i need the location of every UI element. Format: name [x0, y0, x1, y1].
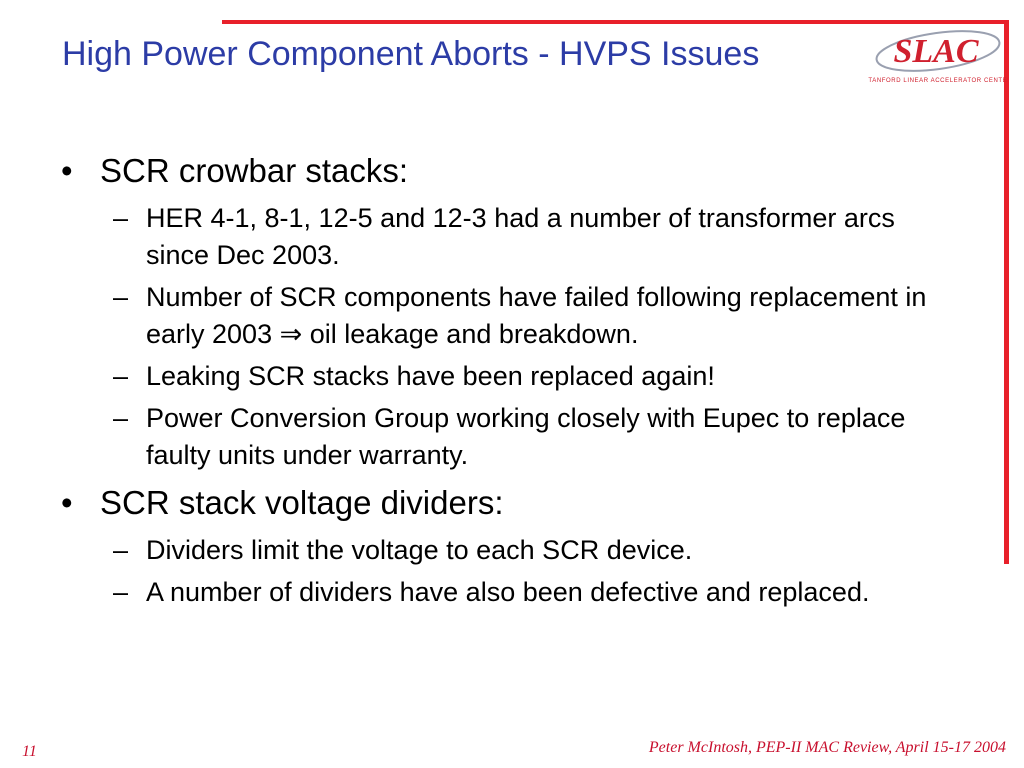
- sub-bullet-item: [60, 532, 960, 569]
- sub-bullet-item: [60, 400, 960, 474]
- slac-logo: [868, 24, 1008, 90]
- dash-glyph: –: [113, 403, 129, 433]
- slide-title: High Power Component Aborts - HVPS Issues: [62, 35, 760, 73]
- sub-bullet-item: [60, 358, 960, 395]
- sub-bullet-item: [60, 200, 960, 274]
- dash-glyph: –: [113, 535, 129, 565]
- dash-glyph: –: [113, 361, 129, 391]
- sub-bullet-item: [60, 279, 960, 353]
- sub-bullet-text: Number of SCR components have failed following replacement in early 2003 ⇒ oil leakage and breakdown.: [146, 282, 927, 349]
- dash-glyph: –: [113, 203, 129, 233]
- sub-bullet-item: [60, 574, 960, 611]
- bullet-glyph: •: [61, 152, 73, 189]
- bullet-glyph: •: [61, 484, 73, 521]
- sub-bullet-text: A number of dividers have also been defective and replaced.: [146, 577, 870, 607]
- footer-caption: Peter McIntosh, PEP-II MAC Review, April 15-17 2004: [648, 739, 1006, 756]
- slide-body: [60, 152, 960, 616]
- page-number: 11: [22, 743, 37, 760]
- bullet-item: [60, 152, 960, 190]
- logo-wordmark: SLAC: [893, 33, 979, 70]
- sub-bullet-text: Power Conversion Group working closely with Eupec to replace faulty units under warranty.: [146, 403, 906, 470]
- bullet-text: SCR stack voltage dividers:: [100, 484, 504, 521]
- sub-bullet-text: Leaking SCR stacks have been replaced again!: [146, 361, 715, 391]
- bullet-item: [60, 484, 960, 522]
- sub-bullet-text: Dividers limit the voltage to each SCR device.: [146, 535, 693, 565]
- dash-glyph: –: [113, 577, 129, 607]
- sub-bullet-text: HER 4-1, 8-1, 12-5 and 12-3 had a number of transformer arcs since Dec 2003.: [146, 203, 895, 270]
- frame-right-line: [1004, 20, 1009, 564]
- bullet-text: SCR crowbar stacks:: [100, 152, 409, 189]
- logo-subtitle: STANFORD LINEAR ACCELERATOR CENTER: [868, 78, 1008, 84]
- dash-glyph: –: [113, 282, 129, 312]
